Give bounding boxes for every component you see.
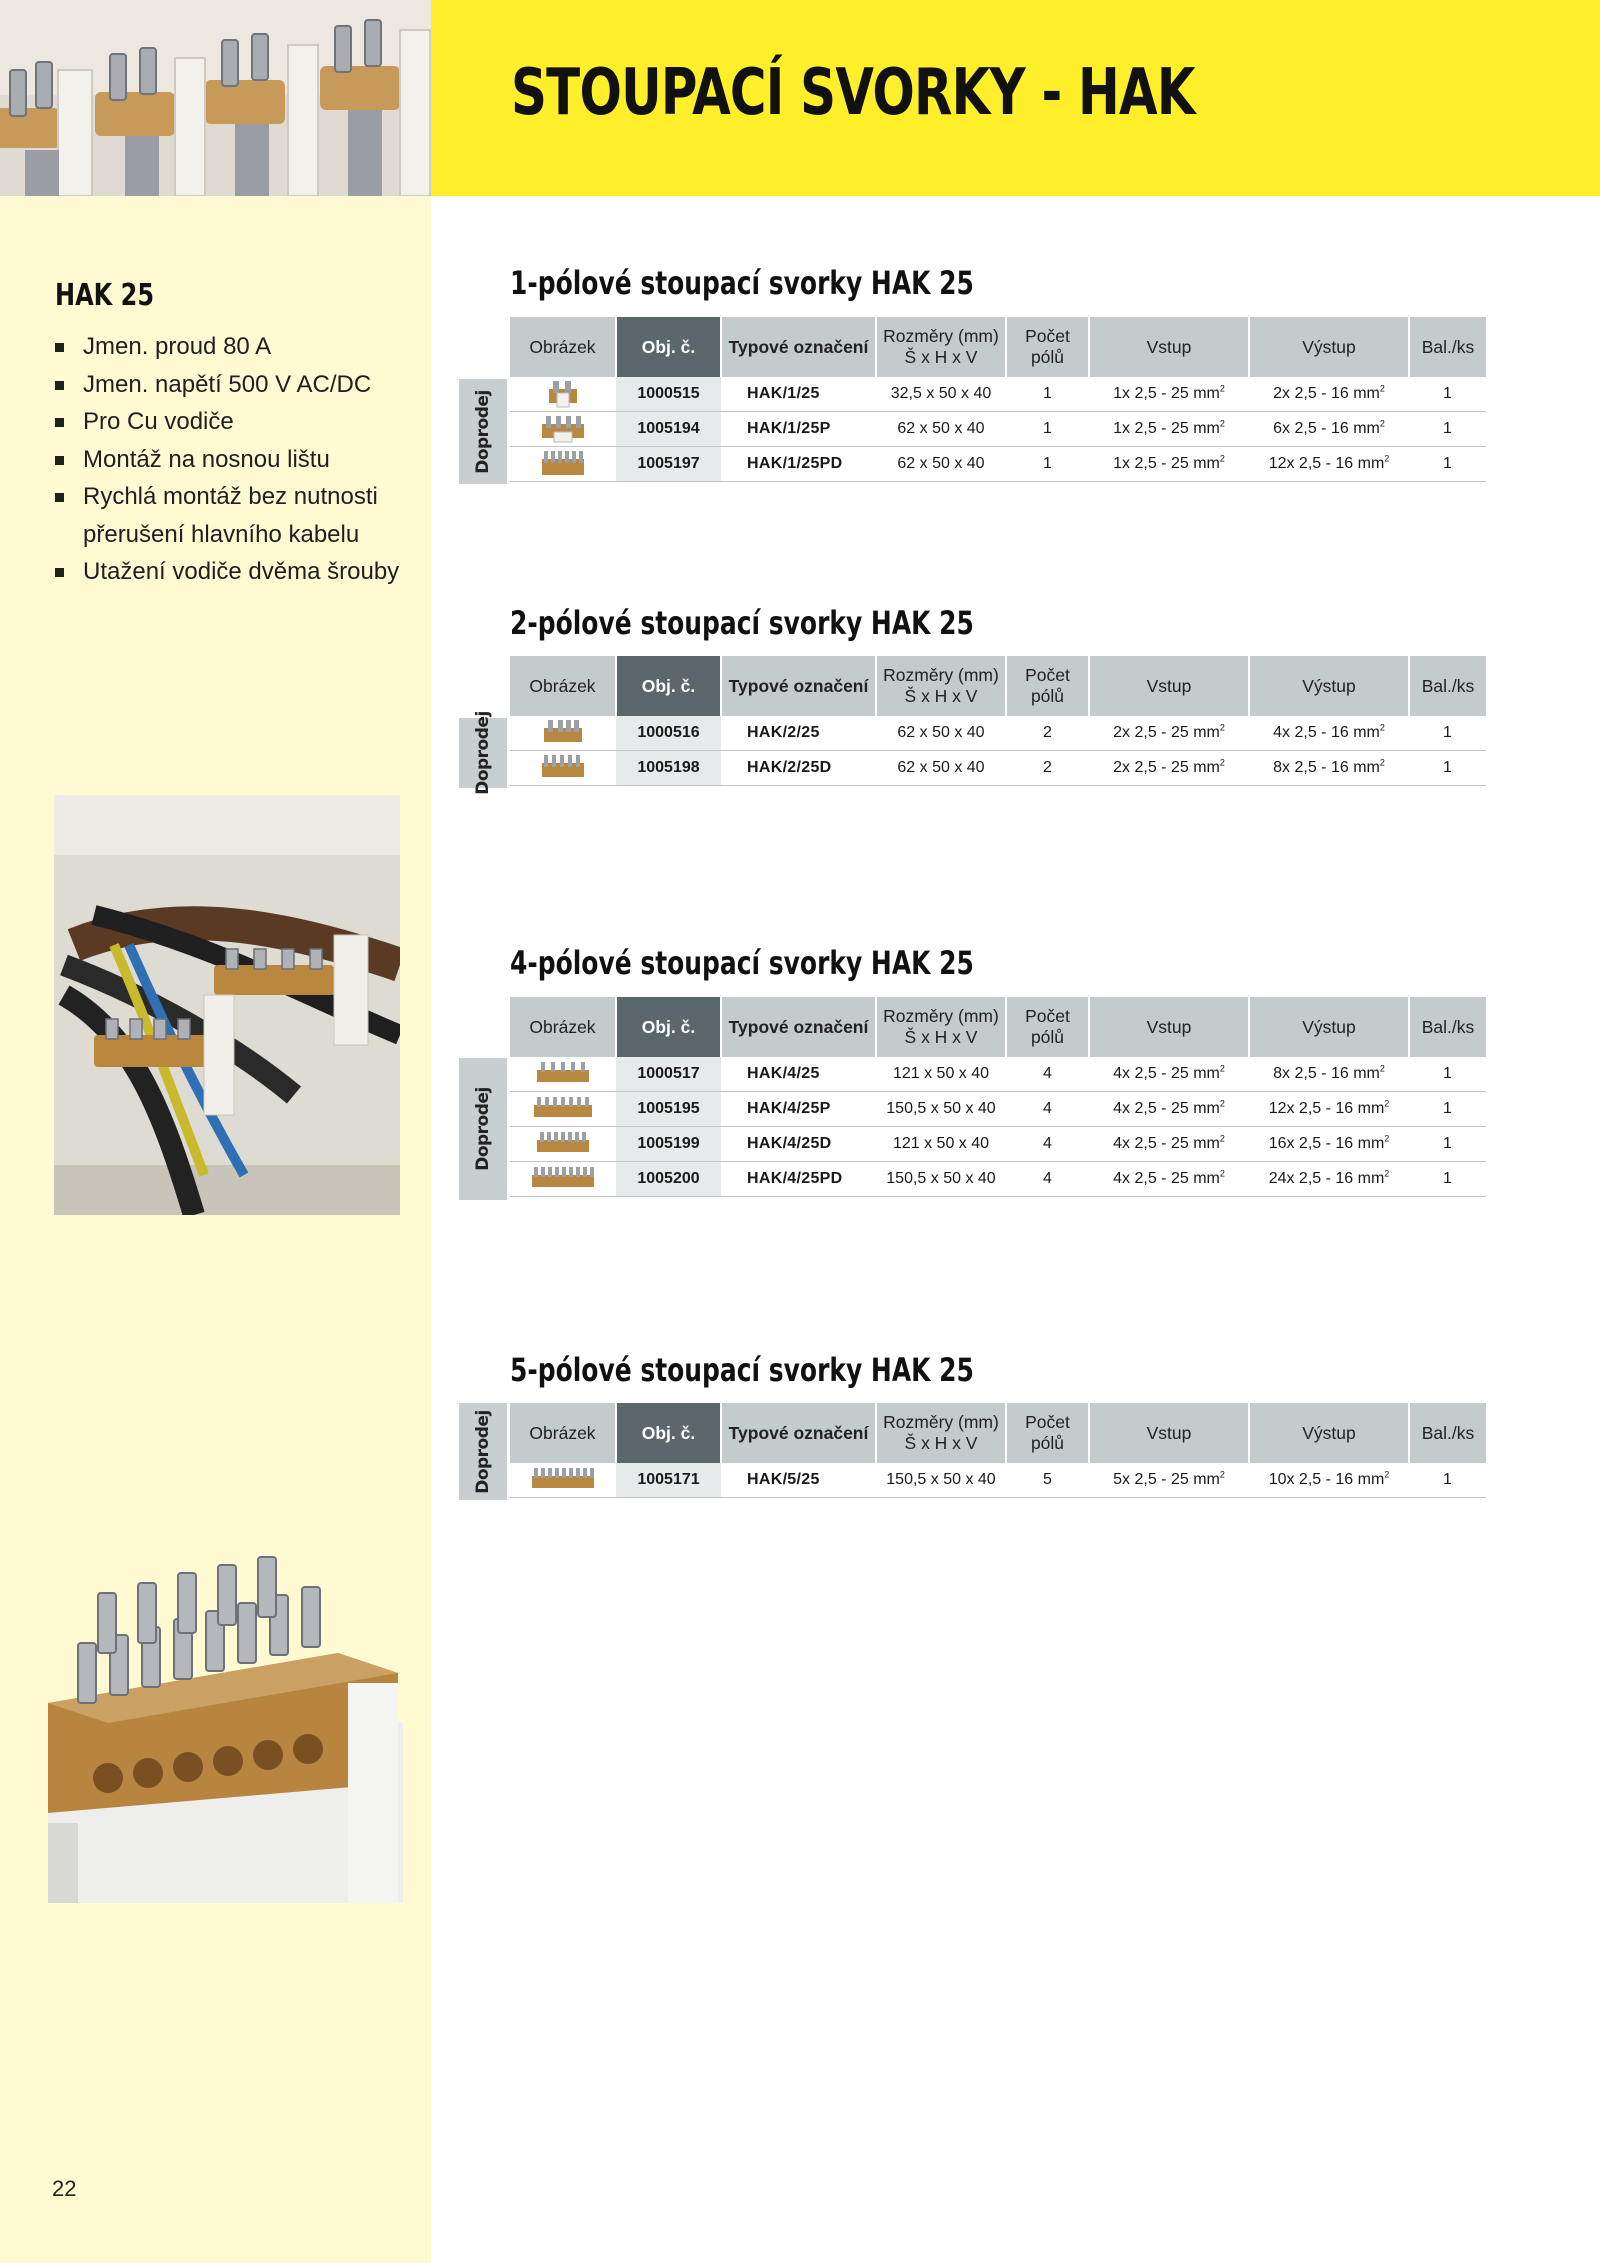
dimensions: 62 x 50 x 40 [876,751,1006,786]
dimensions: 32,5 x 50 x 40 [876,377,1006,412]
feature-item: Utažení vodiče dvěma šrouby [55,553,425,591]
product-thumbnail [510,412,616,447]
col-header-order-no: Obj. č. [616,317,721,377]
section-title: 2-pólové stoupací svorky HAK 25 [510,604,974,642]
product-table [510,997,1486,1197]
order-number: 1005200 [616,1162,721,1197]
clearance-tag-label: Doprodej [473,711,493,795]
pack-qty: 1 [1409,1162,1486,1197]
pole-count: 1 [1006,412,1089,447]
type-code: HAK/1/25P [721,412,876,447]
output-spec: 8x 2,5 - 16 $mm^2$ [1249,751,1409,786]
table-row [510,377,1486,412]
order-number: 1005195 [616,1092,721,1127]
output-spec: 12x 2,5 - 16 $mm^2$ [1249,447,1409,482]
input-spec: 4x 2,5 - 25 $mm^2$ [1089,1092,1249,1127]
feature-item: Jmen. napětí 500 V AC/DC [55,366,425,404]
col-header-image: Obrázek [510,317,616,377]
feature-item: Rychlá montáž bez nutnosti přerušení hlavního kabelu [55,478,425,553]
input-spec: 1x 2,5 - 25 $mm^2$ [1089,412,1249,447]
header-photo [0,0,431,196]
clearance-tag [459,1058,507,1200]
pack-qty: 1 [1409,716,1486,751]
pole-count: 4 [1006,1092,1089,1127]
pack-qty: 1 [1409,1127,1486,1162]
type-code: HAK/2/25D [721,751,876,786]
section-4-pole [459,940,1486,1210]
clearance-tag [459,1403,507,1500]
product-thumbnail [510,447,616,482]
pack-qty: 1 [1409,1463,1486,1498]
output-spec: 12x 2,5 - 16 $mm^2$ [1249,1092,1409,1127]
pack-qty: 1 [1409,412,1486,447]
clearance-tag-label: Doprodej [473,1409,493,1494]
product-thumbnail [510,1463,616,1498]
pole-count: 4 [1006,1057,1089,1092]
type-code: HAK/5/25 [721,1463,876,1498]
col-header-type: Typové označení [721,997,876,1057]
table-row [510,716,1486,751]
dimensions: 121 x 50 x 40 [876,1127,1006,1162]
order-number: 1000516 [616,716,721,751]
col-header-pack: Bal./ks [1409,317,1486,377]
order-number: 1005171 [616,1463,721,1498]
input-spec: 2x 2,5 - 25 $mm^2$ [1089,751,1249,786]
product-table [510,656,1486,786]
col-header-pack: Bal./ks [1409,656,1486,716]
section-title: 4-pólové stoupací svorky HAK 25 [510,944,974,982]
col-header-dimensions: Rozměry (mm) Š x H x V [876,997,1006,1057]
table-row [510,751,1486,786]
col-header-poles: Počet pólů [1006,317,1089,377]
type-code: HAK/4/25D [721,1127,876,1162]
order-number: 1005194 [616,412,721,447]
page-number: 22 [52,2176,77,2201]
order-number: 1000515 [616,377,721,412]
col-header-pack: Bal./ks [1409,997,1486,1057]
output-spec: 2x 2,5 - 16 $mm^2$ [1249,377,1409,412]
col-header-pack: Bal./ks [1409,1403,1486,1463]
type-code: HAK/2/25 [721,716,876,751]
table-row [510,1092,1486,1127]
product-thumbnail [510,1162,616,1197]
pole-count: 4 [1006,1127,1089,1162]
pack-qty: 1 [1409,377,1486,412]
col-header-output: Výstup [1249,656,1409,716]
dimensions: 150,5 x 50 x 40 [876,1162,1006,1197]
section-2-pole [459,600,1486,800]
output-spec: 16x 2,5 - 16 $mm^2$ [1249,1127,1409,1162]
input-spec: 1x 2,5 - 25 $mm^2$ [1089,377,1249,412]
col-header-poles: Počet pólů [1006,656,1089,716]
type-code: HAK/1/25 [721,377,876,412]
pack-qty: 1 [1409,1057,1486,1092]
col-header-dimensions: Rozměry (mm) Š x H x V [876,317,1006,377]
table-row [510,1162,1486,1197]
col-header-image: Obrázek [510,656,616,716]
dimensions: 62 x 50 x 40 [876,716,1006,751]
type-code: HAK/4/25P [721,1092,876,1127]
table-row [510,1127,1486,1162]
product-thumbnail [510,1092,616,1127]
pack-qty: 1 [1409,1092,1486,1127]
wiring-photo [54,795,400,1215]
section-title: 1-pólové stoupací svorky HAK 25 [510,264,974,302]
col-header-poles: Počet pólů [1006,997,1089,1057]
output-spec: 24x 2,5 - 16 $mm^2$ [1249,1162,1409,1197]
pole-count: 1 [1006,377,1089,412]
sidebar-title: HAK 25 [55,278,155,313]
table-row [510,412,1486,447]
pole-count: 5 [1006,1463,1089,1498]
product-thumbnail [510,1127,616,1162]
order-number: 1005197 [616,447,721,482]
order-number: 1005198 [616,751,721,786]
dimensions: 121 x 50 x 40 [876,1057,1006,1092]
table-row [510,1057,1486,1092]
order-number: 1005199 [616,1127,721,1162]
dimensions: 62 x 50 x 40 [876,412,1006,447]
col-header-type: Typové označení [721,317,876,377]
col-header-order-no: Obj. č. [616,656,721,716]
pole-count: 4 [1006,1162,1089,1197]
input-spec: 4x 2,5 - 25 $mm^2$ [1089,1127,1249,1162]
col-header-dimensions: Rozměry (mm) Š x H x V [876,656,1006,716]
product-table [510,317,1486,482]
output-spec: 8x 2,5 - 16 $mm^2$ [1249,1057,1409,1092]
feature-item: Montáž na nosnou lištu [55,441,425,479]
section-5-pole [459,1347,1486,1507]
section-1-pole [459,260,1486,490]
table-row [510,447,1486,482]
pole-count: 1 [1006,447,1089,482]
col-header-output: Výstup [1249,1403,1409,1463]
col-header-input: Vstup [1089,1403,1249,1463]
col-header-input: Vstup [1089,656,1249,716]
clearance-tag-label: Doprodej [473,389,493,474]
input-spec: 2x 2,5 - 25 $mm^2$ [1089,716,1249,751]
terminal-block-photo [48,1553,403,1903]
clearance-tag [459,379,507,484]
col-header-dimensions: Rozměry (mm) Š x H x V [876,1403,1006,1463]
pack-qty: 1 [1409,447,1486,482]
product-thumbnail [510,1057,616,1092]
pole-count: 2 [1006,716,1089,751]
order-number: 1000517 [616,1057,721,1092]
pole-count: 2 [1006,751,1089,786]
dimensions: 62 x 50 x 40 [876,447,1006,482]
clearance-tag-label: Doprodej [473,1087,493,1171]
col-header-image: Obrázek [510,997,616,1057]
product-thumbnail [510,751,616,786]
type-code: HAK/4/25 [721,1057,876,1092]
col-header-type: Typové označení [721,656,876,716]
col-header-image: Obrázek [510,1403,616,1463]
type-code: HAK/4/25PD [721,1162,876,1197]
page-title: STOUPACÍ SVORKY - HAK [511,56,1195,130]
input-spec: 1x 2,5 - 25 $mm^2$ [1089,447,1249,482]
col-header-poles: Počet pólů [1006,1403,1089,1463]
input-spec: 4x 2,5 - 25 $mm^2$ [1089,1162,1249,1197]
feature-item: Pro Cu vodiče [55,403,425,441]
col-header-input: Vstup [1089,317,1249,377]
col-header-output: Výstup [1249,317,1409,377]
table-row [510,1463,1486,1498]
dimensions: 150,5 x 50 x 40 [876,1463,1006,1498]
product-thumbnail [510,377,616,412]
section-title: 5-pólové stoupací svorky HAK 25 [510,1351,974,1389]
col-header-output: Výstup [1249,997,1409,1057]
output-spec: 4x 2,5 - 16 $mm^2$ [1249,716,1409,751]
col-header-type: Typové označení [721,1403,876,1463]
product-table [510,1403,1486,1498]
feature-item: Jmen. proud 80 A [55,328,425,366]
clearance-tag [459,711,507,795]
input-spec: 4x 2,5 - 25 $mm^2$ [1089,1057,1249,1092]
col-header-order-no: Obj. č. [616,1403,721,1463]
product-thumbnail [510,716,616,751]
col-header-input: Vstup [1089,997,1249,1057]
dimensions: 150,5 x 50 x 40 [876,1092,1006,1127]
output-spec: 10x 2,5 - 16 $mm^2$ [1249,1463,1409,1498]
feature-list [55,328,425,591]
col-header-order-no: Obj. č. [616,997,721,1057]
output-spec: 6x 2,5 - 16 $mm^2$ [1249,412,1409,447]
type-code: HAK/1/25PD [721,447,876,482]
input-spec: 5x 2,5 - 25 $mm^2$ [1089,1463,1249,1498]
pack-qty: 1 [1409,751,1486,786]
